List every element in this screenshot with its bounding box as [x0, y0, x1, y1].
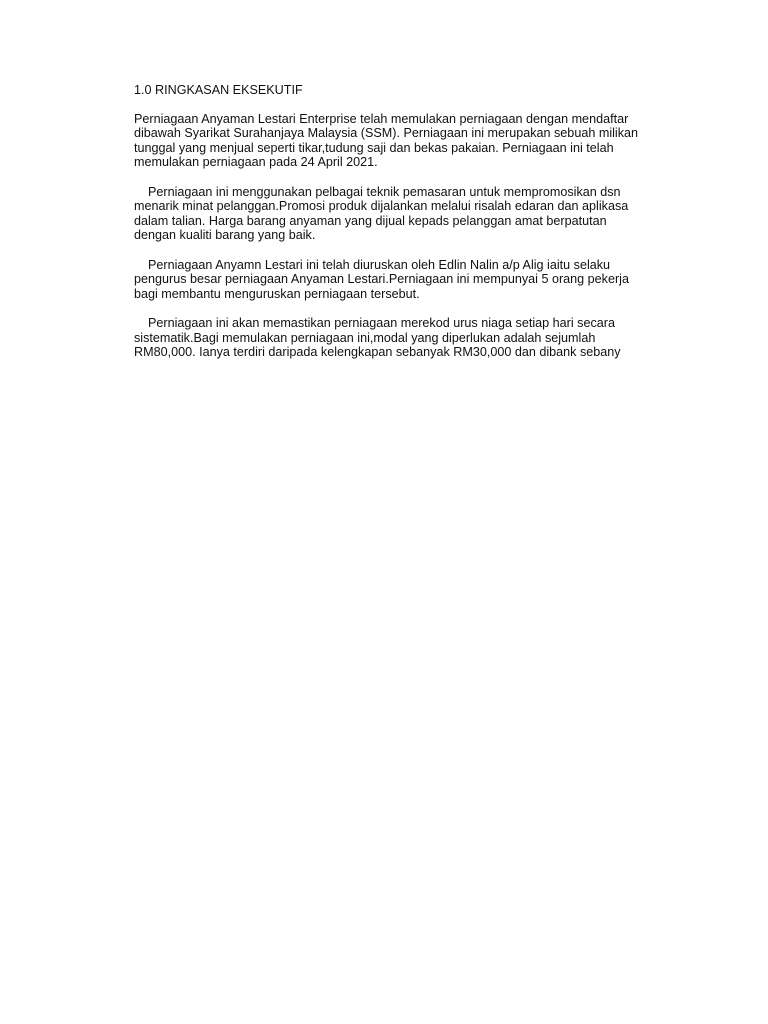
paragraph-line: tunggal yang menjual seperti tikar,tudung saji dan bekas pakaian. Perniagaan ini telah [134, 140, 614, 155]
paragraph-4 [134, 316, 634, 360]
paragraph-line: menarik minat pelanggan.Promosi produk dijalankan melalui risalah edaran dan aplikasa [134, 199, 629, 214]
paragraph-line: memulakan perniagaan pada 24 April 2021. [134, 155, 378, 170]
section-heading: 1.0 RINGKASAN EKSEKUTIF [134, 83, 303, 97]
paragraph-2 [134, 185, 634, 243]
paragraph-line: bagi membantu menguruskan perniagaan tersebut. [134, 286, 420, 301]
paragraph-line: Perniagaan Anyaman Lestari Enterprise telah memulakan perniagaan dengan mendaftar [134, 111, 629, 126]
paragraph-line: pengurus besar perniagaan Anyaman Lestari.Perniagaan ini mempunyai 5 orang pekerja [134, 272, 629, 287]
paragraph-line: Perniagaan Anyamn Lestari ini telah diuruskan oleh Edlin Nalin a/p Alig iaitu selaku [148, 257, 611, 272]
paragraph-line: dalam talian. Harga barang anyaman yang dijual kepads pelanggan amat berpatutan [134, 213, 607, 228]
paragraph-line: Perniagaan ini menggunakan pelbagai teknik pemasaran untuk mempromosikan dsn [148, 184, 621, 199]
document-body [134, 83, 639, 374]
paragraph-line: dibawah Syarikat Surahanjaya Malaysia (SSM). Perniagaan ini merupakan sebuah milikan [134, 126, 639, 141]
paragraph-line: dengan kualiti barang yang baik. [134, 228, 316, 243]
paragraph-3 [134, 258, 634, 302]
paragraph-line: sistematik.Bagi memulakan perniagaan ini,modal yang diperlukan adalah sejumlah [134, 330, 596, 345]
paragraph-line: Perniagaan ini akan memastikan perniagaan merekod urus niaga setiap hari secara [148, 315, 615, 330]
paragraph-line: RM80,000. Ianya terdiri daripada kelengkapan sebanyak RM30,000 dan dibank sebany [134, 345, 621, 360]
paragraph-1 [134, 111, 639, 170]
